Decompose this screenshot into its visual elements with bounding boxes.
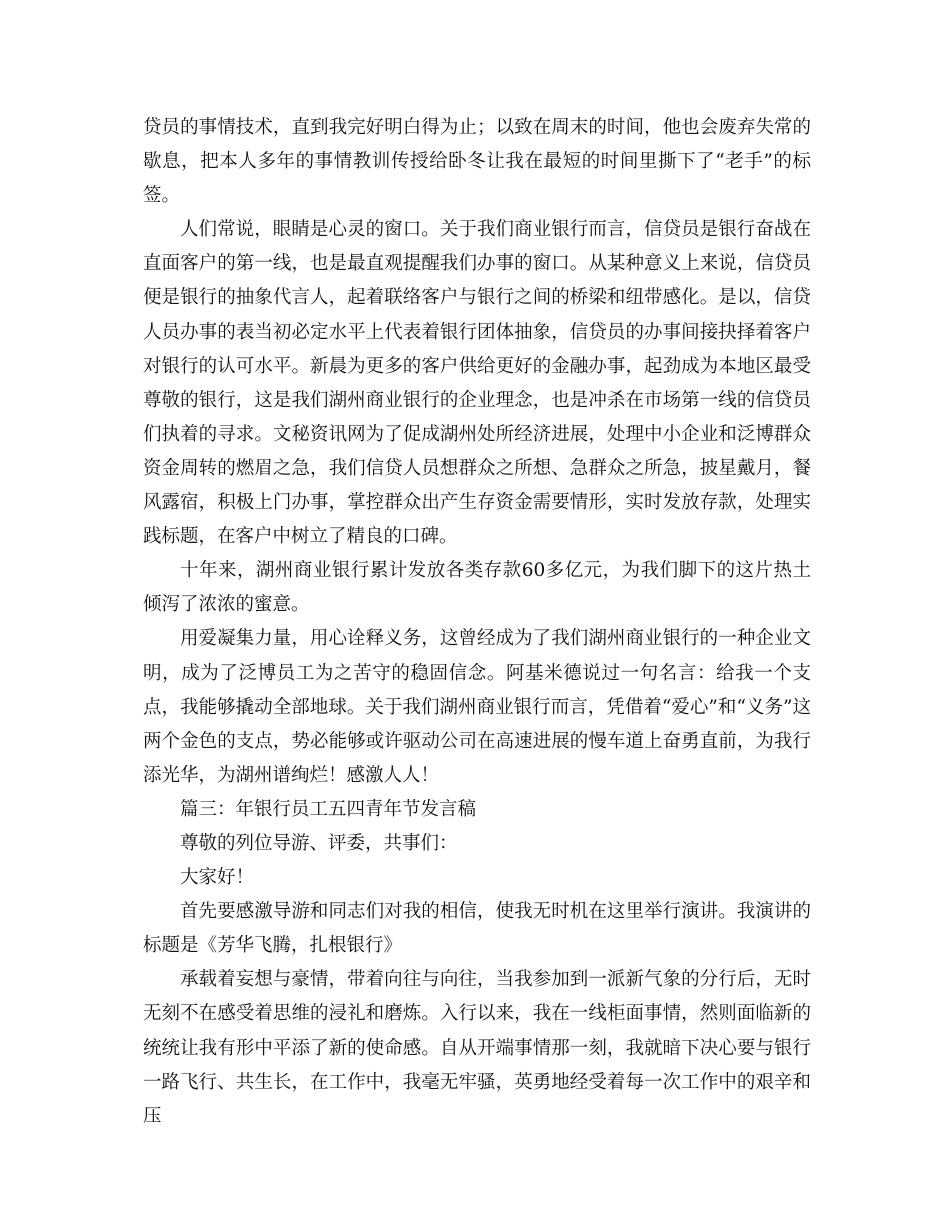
document-body	[143, 111, 811, 1134]
paragraph-ten-years: 十年来，湖州商业银行累计发放各类存款60多亿元，为我们脚下的这片热土倾泻了浓浓的蜜意。	[143, 560, 811, 616]
greeting: 大家好！	[180, 867, 255, 889]
paragraph-continuation: 贷员的事情技术，直到我完好明白得为止；以致在周末的时间，他也会废弃失常的歇息，把本人多年的事情教训传授给卧冬让我在最短的时间里撕下了“老手”的标签。	[143, 117, 811, 207]
paragraph-eyes-window: 人们常说，眼睛是心灵的窗口。关于我们商业银行而言，信贷员是银行奋战在直面客户的第一线，也是最直观提醒我们办事的窗口。从某种意义上来说，信贷员便是银行的抽象代言人，起着联络客户与银行之间的桥梁和纽带感化。是以，信贷人员办事的表当初必定水平上代表着银行团体抽象，信贷员的办事间接抉择着客户对银行的认可水平。新晨为更多的客户供给更好的金融办事，起劲成为本地区最受尊敬的银行，这是我们湖州商业银行的企业理念，也是冲杀在市场第一线的信贷员们执着的寻求。文秘资讯网为了促成湖州处所经济进展，处理中小企业和泛博群众资金周转的燃眉之急，我们信贷人员想群众之所想、急群众之所急，披星戴月，餐风露宿，积极上门办事，掌控群众出产生存资金需要情形，实时发放存款，处理实践标题，在客户中树立了精良的口碑。	[143, 219, 811, 548]
paragraph-speech-title: 首先要感激导游和同志们对我的相信，使我无时机在这里举行演讲。我演讲的标题是《芳华飞腾，扎根银行》	[143, 901, 811, 957]
section-heading: 篇三：年银行员工五四青年节发言稿	[180, 798, 477, 820]
paragraph-dreams: 承载着妄想与豪情，带着向往与向往，当我参加到一派新气象的分行后，无时无刻不在感受着思维的浸礼和磨炼。入行以来，我在一线柜面事情，然则面临新的统统让我有形中平添了新的使命感。自从开端事情那一刻，我就暗下决心要与银行一路飞行、共生长，在工作中，我毫无牢骚，英勇地经受着每一次工作中的艰辛和压	[143, 969, 811, 1127]
salutation: 尊敬的列位导游、评委，共事们：	[180, 832, 458, 854]
paragraph-love-duty: 用爱凝集力量，用心诠释义务，这曾经成为了我们湖州商业银行的一种企业文明，成为了泛博员工为之苦守的稳固信念。阿基米德说过一句名言：给我一个支点，我能够撬动全部地球。关于我们湖州商业银行而言，凭借着“爱心”和“义务”这两个金色的支点，势必能够或许驱动公司在高速进展的慢车道上奋勇直前，为我行添光华，为湖州谱绚烂！感激人人！	[143, 628, 811, 786]
